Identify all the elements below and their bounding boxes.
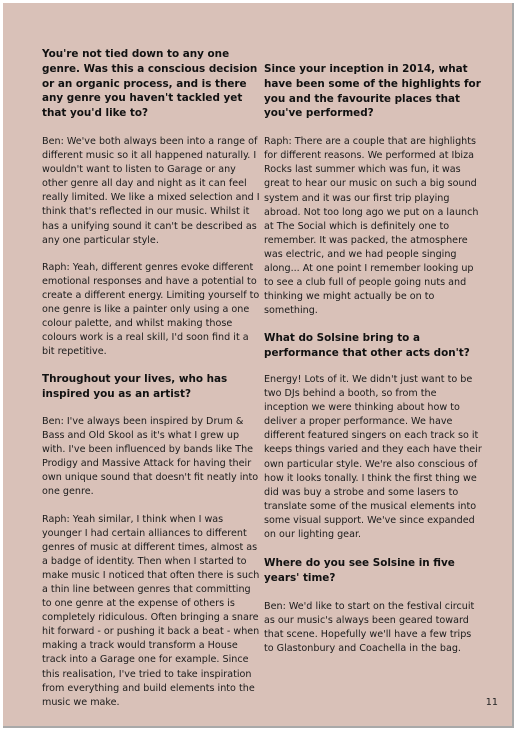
magazine-page bbox=[3, 3, 514, 728]
page-number: 11 bbox=[485, 697, 498, 708]
answer-raph-genre: Raph: Yeah, different genres evoke different emotional responses and have a potential to create a different energy. Limiting yourself to one genre is like a painter only using a one colour palette, and whilst making those colours work is a real skill, I'd soon find it a bit repetitive. bbox=[42, 261, 260, 358]
answer-ben-genre: Ben: We've both always been into a range of different music so it all happened naturally. I wouldn't want to listen to Garage or any other genre all day and night as it can feel really limited. We like a mixed selection and I think that's reflected in our music. Whilst it has a unifying sound it can't be described as any one particular style. bbox=[42, 135, 260, 246]
answer-ben-inspiration: Ben: I've always been inspired by Drum & Bass and Old Skool as it's what I grew up with. I've been influenced by bands like The Prodigy and Massive Attack for having their own unique sound that doesn't fit neatly into one genre. bbox=[42, 415, 259, 498]
right-column bbox=[264, 62, 482, 669]
left-column bbox=[42, 47, 260, 723]
question-five-years: Where do you see Solsine in five years' time? bbox=[264, 557, 455, 584]
answer-performance: Energy! Lots of it. We didn't just want to be two DJs behind a booth, so from the inception we were thinking about how to deliver a proper performance. We have different featured singers on each track so it keeps things varied and they each have their own particular style. We're also conscious of how it looks tonally. I think the first thing we did was buy a strobe and some lasers to translate some of the musical elements into some visual support. We've since expanded on our lighting gear. bbox=[264, 374, 482, 541]
answer-ben-five-years: Ben: We'd like to start on the festival circuit as our music's always been geared toward that scene. Hopefully we'll have a few trips to Glastonbury and Coachella in the bag. bbox=[264, 600, 475, 654]
question-inspiration: Throughout your lives, who has inspired you as an artist? bbox=[42, 373, 228, 401]
question-genre: You're not tied down to any one genre. Was this a conscious decision or an organic process, and is there any genre you haven't tackled yet that you'd like to? bbox=[42, 48, 258, 120]
answer-raph-highlights: Raph: There are a couple that are highlights for different reasons. We performed at Ibiza Rocks last summer which was fun, it was great to hear our music on such a big sound system and it was our first trip playing abroad. Not too long ago we put on a launch at The Social which is definitely one to remember. It was packed, the atmosphere was electric, and we had people singing along... At one point I remember looking up to see a club full of people going nuts and thinking we might actually be on to something. bbox=[264, 136, 479, 317]
answer-raph-inspiration: Raph: Yeah similar, I think when I was younger I had certain alliances to different genres of music at different times, almost as a badge of identity. Then when I started to make music I noticed that often there is such a thin line between genres that committing to one genre at the expense of others is completely ridiculous. Often bringing a snare hit forward - or pushing it back a beat - when making a track would transform a House track into a Garage one for example. Since this realisation, I've tried to take inspiration from everything and build elements into the music we make. bbox=[42, 513, 260, 708]
question-highlights: Since your inception in 2014, what have been some of the highlights for you and the favourite places that you've performed? bbox=[264, 63, 481, 120]
question-performance: What do Solsine bring to a performance that other acts don't? bbox=[264, 332, 470, 360]
